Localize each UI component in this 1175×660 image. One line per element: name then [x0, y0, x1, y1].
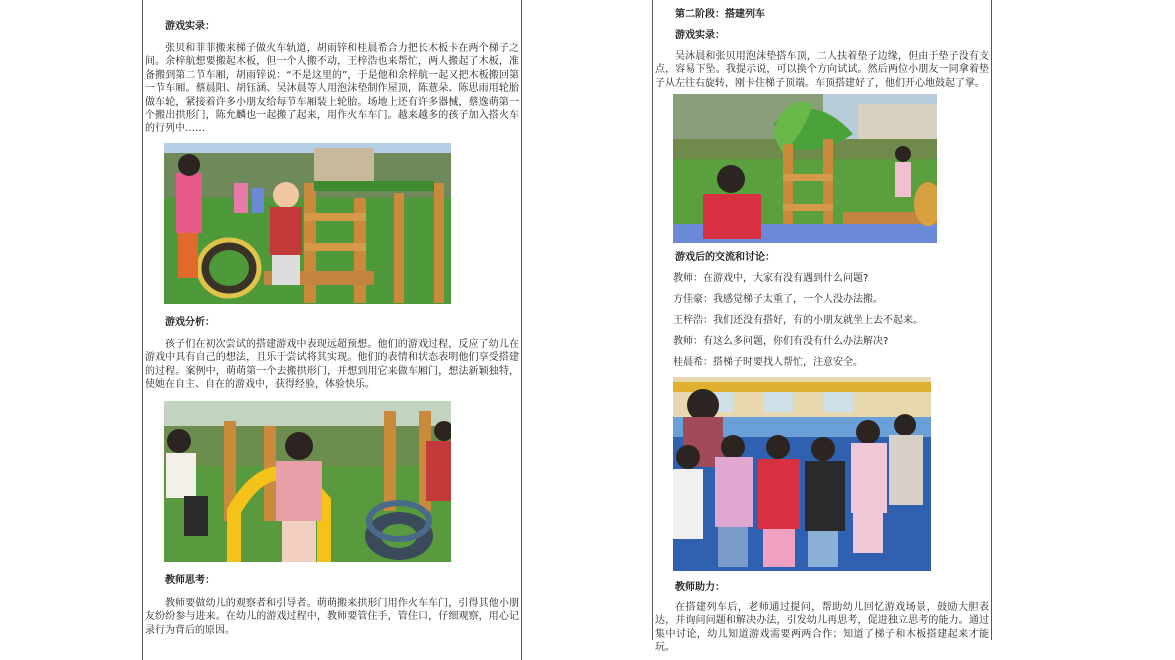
heading-teacher-reflection: 教师思考：: [165, 575, 215, 586]
photo-group-discussion: [673, 377, 931, 571]
dialog-line: 教师：在游戏中，大家有没有遇到什么问题?: [673, 273, 869, 284]
photo-children-building-train: [164, 143, 451, 304]
left-page: [142, 0, 522, 660]
dialog-line: 王梓浩：我们还没有搭好，有的小朋友就坐上去不起来。: [673, 315, 923, 326]
heading-teacher-support: 教师助力：: [675, 582, 725, 593]
dialog-line: 桂晨希：搭梯子时要找人帮忙，注意安全。: [673, 357, 863, 368]
right-page: [652, 0, 992, 654]
paragraph-game-record-2: 吴沐晨和张贝用泡沫垫搭车顶，二人扶着垫子边缘，但由于垫子没有支点，容易下坠。我提示说，可以换个方向试试。然后两位小朋友一同拿着垫子从左往右旋转，刚卡住梯子顶端。车顶搭建好了，他们开心地鼓起了掌。: [655, 51, 989, 89]
paragraph-teacher-reflection: 教师要做幼儿的观察者和引导者。萌萌搬来拱形门用作火车车门，引得其他小朋友纷纷参与进来。在幼儿的游戏过程中，教师要管住手，管住口，仔细观察，用心记录行为背后的原因。: [145, 598, 519, 636]
heading-game-record: 游戏实录：: [165, 21, 215, 32]
heading-game-record-2: 游戏实录：: [675, 30, 725, 41]
paragraph-game-analysis: 孩子们在初次尝试的搭建游戏中表现远超预想。他们的游戏过程，反应了幼儿在游戏中具有自己的想法，且乐于尝试将其实现。他们的表情和状态表明他们享受搭建的过程。案例中，萌萌第一个去搬拱形门，并想到用它来做车厢门，想法新颖独特，使她在自主、自在的游戏中，获得经验，体验快乐。: [145, 339, 519, 391]
stage-title: 第二阶段：搭建列车: [675, 9, 765, 20]
heading-game-analysis: 游戏分析：: [165, 317, 215, 328]
paragraph-game-record: 张贝和菲菲搬来梯子做火车轨道，胡雨锌和桂晨希合力把长木板卡在两个梯子之间。余梓航想要搬起木板，但一个人搬不动，王梓浩也来帮忙，两人搬起了木板，准备搬到第二节车厢，胡雨锌说：“不是这里的”，于是他和余梓航一起又把木板搬回第一节车厢。蔡晨阳、胡钰涵、吴沐晨等人用泡沫垫制作屋顶，陈薏朵、陈思雨用轮胎做车轮，紧接着许多小朋友给每节车厢装上轮胎。场地上还有许多器械，蔡逸萌第一个搬出拱形门，陈允麟也一起搬了起来，用作火车车门。越来越多的孩子加入搭火车的行列中……: [145, 43, 519, 135]
dialog-line: 方佳豪：我感觉梯子太重了，一个人没办法搬。: [673, 294, 883, 305]
paragraph-teacher-support: 在搭建列车后，老师通过提问，帮助幼儿回忆游戏场景，鼓励大胆表达，并询问问题和解决办法，引发幼儿再思考，促进独立思考的能力。通过集中讨论，幼儿知道游戏需要两两合作；知道了梯子和木板搭建起来才能玩。: [655, 602, 989, 654]
photo-children-with-arch: [164, 401, 451, 562]
dialog-line: 教师：有这么多问题，你们有没有什么办法解决?: [673, 336, 889, 347]
heading-discussion: 游戏后的交流和讨论：: [675, 252, 775, 263]
photo-train-roof: [673, 94, 937, 243]
